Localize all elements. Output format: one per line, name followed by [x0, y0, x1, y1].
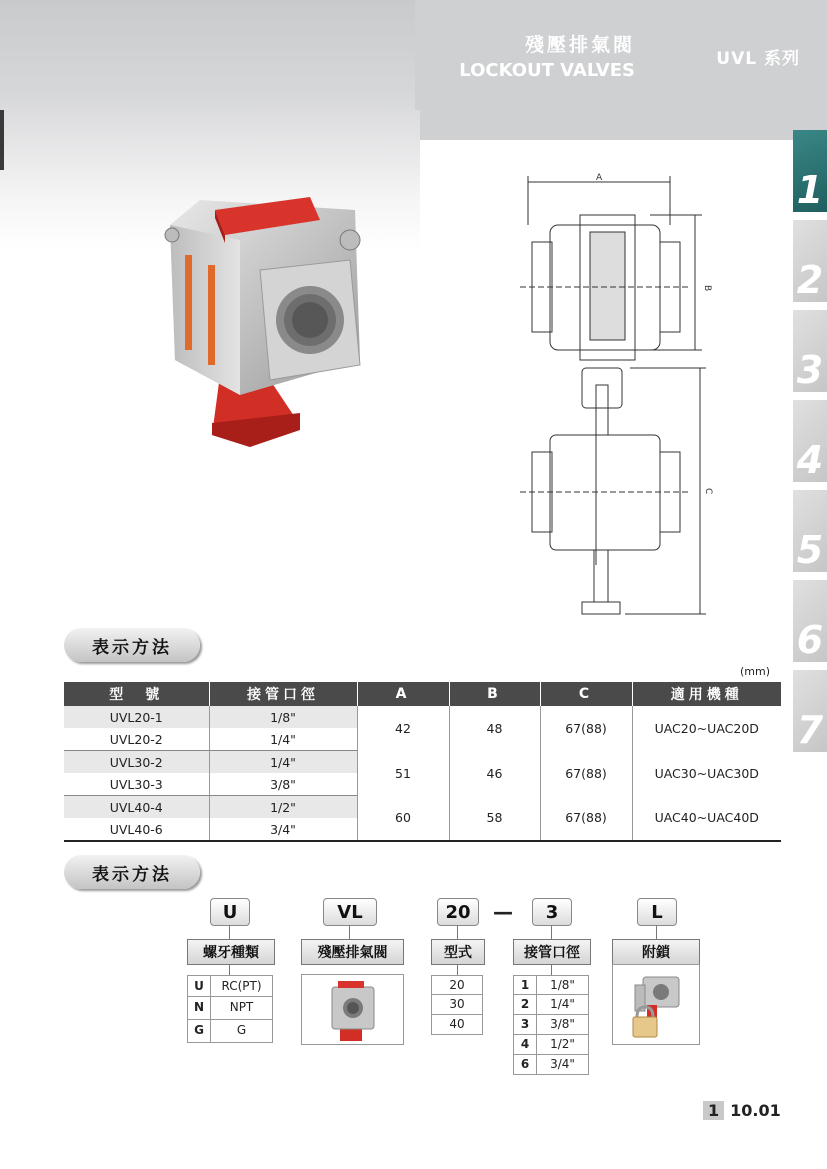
list-item [431, 975, 483, 995]
table-row [64, 796, 781, 819]
list-item [187, 1020, 273, 1043]
page-number-text: 10.01 [730, 1101, 781, 1120]
header-applicable: 適用機種 [632, 682, 781, 706]
header-edge-mark [0, 110, 4, 170]
option-value: 3/4" [550, 1057, 575, 1071]
list-item [187, 975, 273, 997]
port-cell: 1/2" [209, 796, 357, 819]
dimension-a-label: A [596, 173, 603, 183]
c-cell: 67(88) [540, 706, 632, 751]
port-cell: 3/8" [209, 773, 357, 796]
valve-image-box [301, 974, 404, 1045]
side-tab-label: 7 [796, 708, 824, 752]
code-valve: VL [323, 898, 377, 926]
header-model: 型 號 [64, 682, 209, 706]
b-cell: 58 [449, 796, 540, 842]
option-value: RC(PT) [221, 979, 262, 993]
c-cell: 67(88) [540, 751, 632, 796]
model-cell: UVL20-1 [64, 706, 209, 728]
code-type: 20 [437, 898, 479, 926]
side-tab-label: 5 [796, 528, 824, 572]
page-title-english: LOCKOUT VALVES [459, 60, 635, 81]
option-key: 6 [514, 1055, 537, 1074]
model-cell: UVL40-4 [64, 796, 209, 819]
port-cell: 3/4" [209, 818, 357, 841]
list-item [513, 995, 589, 1015]
port-cell: 1/4" [209, 728, 357, 751]
code-dash: — [493, 900, 513, 924]
header-a: A [357, 682, 449, 706]
list-item [187, 997, 273, 1020]
section-title-order: 表示方法 [64, 855, 200, 889]
option-key: 4 [514, 1035, 537, 1054]
option-key: U [188, 976, 211, 996]
type-options-list [431, 975, 483, 1035]
connector-line [457, 925, 458, 939]
option-key: G [188, 1020, 211, 1042]
option-value: 20 [449, 978, 465, 992]
option-value: NPT [229, 1000, 254, 1014]
side-tab-3[interactable] [793, 310, 827, 396]
label-port-size: 接管口徑 [513, 939, 591, 965]
header-c: C [540, 682, 632, 706]
applicable-cell: UAC30~UAC30D [632, 751, 781, 796]
dimension-b-label: B [702, 285, 712, 292]
side-tab-7[interactable] [793, 670, 827, 756]
applicable-cell: UAC40~UAC40D [632, 796, 781, 842]
side-tab-label: 3 [796, 348, 824, 392]
list-item [513, 1055, 589, 1075]
side-tab-1[interactable] [793, 130, 827, 216]
model-cell: UVL30-3 [64, 773, 209, 796]
option-value: 1/8" [550, 978, 575, 992]
option-value: 1/2" [550, 1037, 575, 1051]
port-cell: 1/8" [209, 706, 357, 728]
side-tab-label: 4 [796, 438, 824, 482]
side-tab-6[interactable] [793, 580, 827, 666]
a-cell: 60 [357, 796, 449, 842]
a-cell: 42 [357, 706, 449, 751]
connector-line [349, 925, 350, 939]
code-thread: U [210, 898, 250, 926]
table-row [64, 706, 781, 728]
label-lockout-valve: 殘壓排氣閥 [301, 939, 404, 965]
model-cell: UVL40-6 [64, 818, 209, 841]
dimension-drawing [510, 170, 720, 625]
option-value: 3/8" [550, 1017, 575, 1031]
connector-line [656, 925, 657, 939]
option-value: G [236, 1023, 247, 1037]
list-item [513, 1035, 589, 1055]
code-port: 3 [532, 898, 572, 926]
spec-table [64, 682, 781, 842]
connector-line [229, 925, 230, 939]
header-port: 接管口徑 [209, 682, 357, 706]
list-item [431, 995, 483, 1015]
list-item [431, 1015, 483, 1035]
page-number [703, 1101, 781, 1120]
model-cell: UVL30-2 [64, 751, 209, 774]
unit-label: (mm) [740, 665, 771, 678]
option-key: N [188, 997, 211, 1019]
side-tab-2[interactable] [793, 220, 827, 306]
page-title-chinese: 殘壓排氣閥 [524, 34, 635, 56]
side-tab-label: 1 [796, 168, 824, 212]
section-title-spec: 表示方法 [64, 628, 200, 662]
product-photo [150, 185, 380, 455]
header-b: B [449, 682, 540, 706]
b-cell: 46 [449, 751, 540, 796]
b-cell: 48 [449, 706, 540, 751]
valve-thumbnail [302, 975, 403, 1044]
c-cell: 67(88) [540, 796, 632, 842]
side-tab-5[interactable] [793, 490, 827, 576]
list-item [513, 975, 589, 995]
code-lock: L [637, 898, 677, 926]
applicable-cell: UAC20~UAC20D [632, 706, 781, 751]
table-header-row [64, 682, 781, 706]
option-value: 1/4" [550, 997, 575, 1011]
lock-image-box [612, 964, 700, 1045]
label-with-lock: 附鎖 [612, 939, 700, 965]
model-cell: UVL20-2 [64, 728, 209, 751]
label-thread-type: 螺牙種類 [187, 939, 275, 965]
connector-line [551, 925, 552, 939]
option-value: 30 [449, 997, 465, 1011]
lock-thumbnail [613, 965, 699, 1044]
label-model-type: 型式 [431, 939, 485, 965]
side-tab-label: 2 [796, 258, 824, 302]
a-cell: 51 [357, 751, 449, 796]
series-label: UVL 系列 [716, 49, 800, 69]
option-value: 40 [449, 1017, 465, 1031]
chapter-number: 1 [703, 1101, 724, 1120]
port-cell: 1/4" [209, 751, 357, 774]
thread-options-list [187, 975, 273, 1043]
dimension-c-label: C [703, 488, 713, 495]
option-key: 1 [514, 976, 537, 994]
side-tab-4[interactable] [793, 400, 827, 486]
side-tab-label: 6 [796, 618, 824, 662]
table-row [64, 751, 781, 774]
option-key: 3 [514, 1015, 537, 1034]
port-options-list [513, 975, 589, 1075]
list-item [513, 1015, 589, 1035]
option-key: 2 [514, 995, 537, 1014]
